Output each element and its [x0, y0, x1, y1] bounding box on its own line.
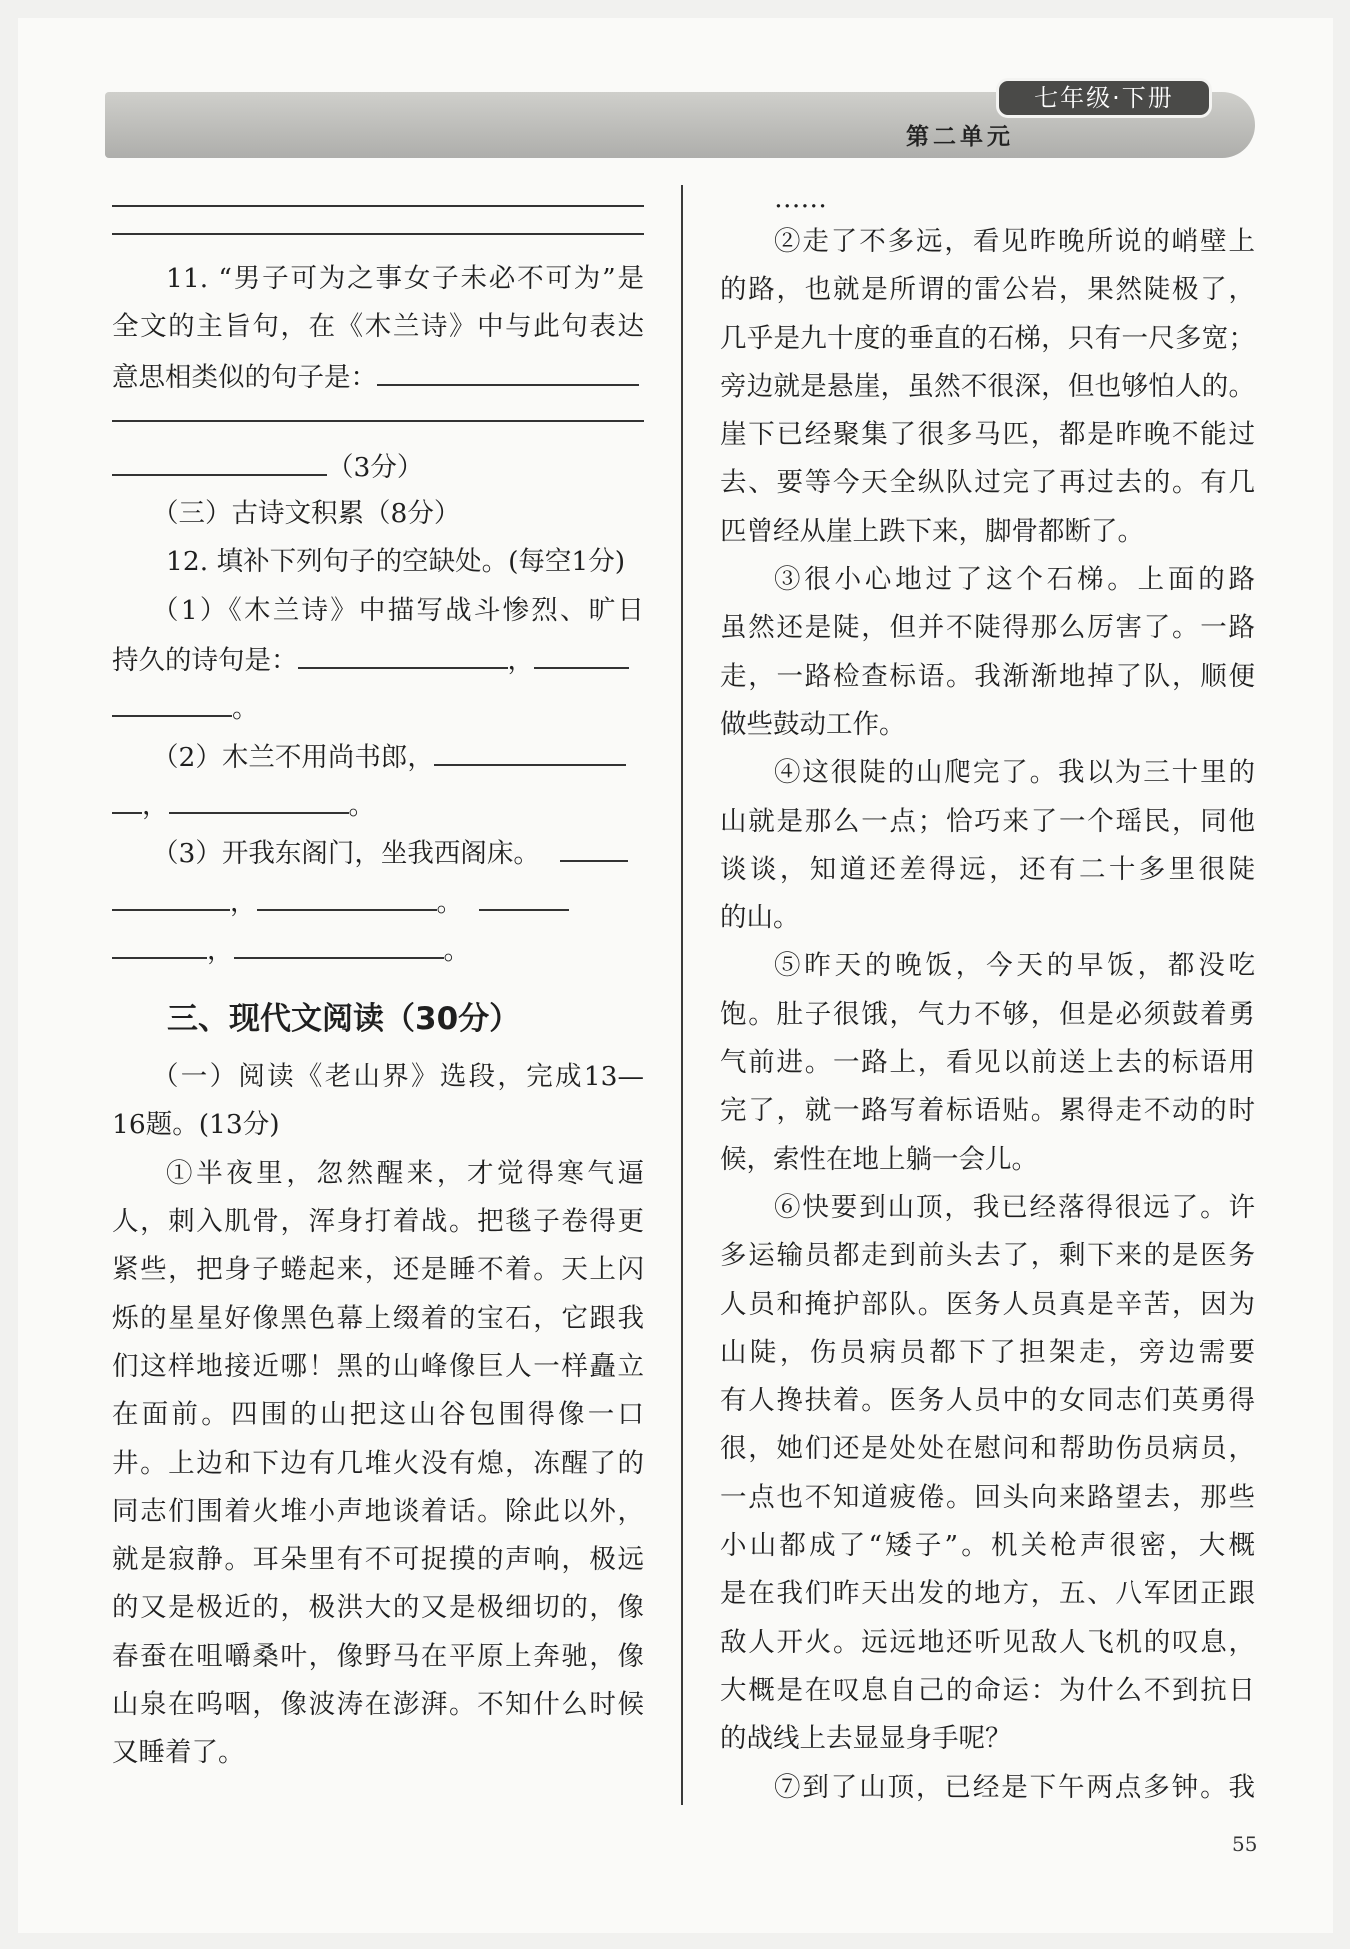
text-line: 就是寂静。耳朵里有不可捉摸的声响，极远: [112, 1544, 644, 1576]
text-line: 人员和掩护部队。医务人员真是辛苦，因为: [720, 1288, 1255, 1320]
question-11-text: 意思相类似的句子是：: [112, 361, 377, 393]
unit-label: 第二单元: [906, 124, 1014, 150]
text-line: ②走了不多远，看见昨晚所说的峭壁上: [774, 226, 1255, 257]
text-line: 的山。: [720, 902, 800, 934]
text-line: 多运输员都走到前头去了，剩下来的是医务: [720, 1240, 1255, 1272]
answer-blank[interactable]: [112, 877, 230, 911]
right-column: [720, 180, 1255, 1812]
text-line: ①半夜里，忽然醒来，才觉得寒气逼: [166, 1157, 644, 1189]
period: 。: [443, 934, 470, 966]
text-line: 是在我们昨天出发的地方，五、八军团正跟: [720, 1578, 1255, 1610]
reading-intro-line: 16题。(13分): [112, 1109, 280, 1141]
answer-blank[interactable]: [479, 877, 569, 911]
answer-blank[interactable]: [169, 780, 349, 814]
question-text: 持久的诗句是：: [112, 645, 298, 677]
text-line: 烁的星星好像黑色幕上缀着的宝石，它跟我: [112, 1302, 644, 1334]
text-line: 山就是那么一点；恰巧来了一个瑶民，同他: [720, 805, 1255, 837]
reading-intro-line: （一）阅读《老山界》选段，完成13—: [152, 1061, 644, 1093]
comma: ，: [507, 645, 534, 677]
text-line: 谈谈，知道还差得远，还有二十多里很陡: [720, 853, 1255, 885]
text-line: 敌人开火。远远地还听见敌人飞机的叹息，: [720, 1626, 1255, 1658]
period: 。: [436, 886, 463, 918]
answer-blank[interactable]: [112, 683, 232, 717]
question-11-line: [112, 442, 644, 490]
text-line: 很，她们还是处处在慰问和帮助伤员病员，: [720, 1433, 1255, 1465]
answer-blank[interactable]: [112, 780, 142, 814]
text-line: 几乎是九十度的垂直的石梯，只有一尺多宽；: [720, 322, 1255, 354]
question-12-1-line: （1）《木兰诗》中描写战斗惨烈、旷日: [152, 594, 644, 626]
section-heading: 三、现代文阅读（30分）: [167, 1001, 521, 1038]
text-line: 同志们围着火堆小声地谈着话。除此以外，: [112, 1495, 644, 1527]
grade-tag: 七年级·下册: [996, 78, 1212, 118]
answer-blank[interactable]: [377, 352, 639, 386]
question-12-3-line: [112, 925, 644, 973]
subsection-heading: （三）古诗文积累（8分）: [152, 498, 461, 530]
comma: ，: [207, 934, 234, 966]
question-11-line: [112, 352, 644, 400]
text-line: 的战线上去显显身手呢？: [720, 1723, 1012, 1755]
answer-blank[interactable]: [112, 925, 207, 959]
answer-blank[interactable]: [534, 635, 629, 669]
text-line: 的路，也就是所谓的雷公岩，果然陡极了，: [720, 274, 1255, 306]
text-line: 紧些，把身子蜷起来，还是睡不着。天上闪: [112, 1254, 644, 1286]
text-line: 完了，就一路写着标语贴。累得走不动的时: [720, 1095, 1255, 1127]
text-line: 一点也不知道疲倦。回头向来路望去，那些: [720, 1481, 1255, 1513]
answer-blank[interactable]: [257, 877, 437, 911]
question-12-2-line: [112, 780, 644, 828]
text-line: 走，一路检查标语。我渐渐地掉了队，顺便: [720, 660, 1255, 692]
right-paragraphs: [720, 218, 1255, 1812]
question-12-2-line: [112, 732, 644, 780]
comma: ，: [230, 886, 257, 918]
text-line: 小山都成了“矮子”。机关枪声很密，大概: [720, 1530, 1255, 1562]
answer-blank[interactable]: [112, 442, 327, 476]
text-line: ⑤昨天的晚饭，今天的早饭，都没吃: [774, 950, 1255, 982]
question-12: 12. 填补下列句子的空缺处。(每空1分): [166, 546, 626, 578]
text-line: ④这很陡的山爬完了。我以为三十里的: [774, 757, 1255, 789]
question-12-3-line: [112, 828, 644, 876]
text-line: 旁边就是悬崖，虽然不很深，但也够怕人的。: [720, 370, 1255, 402]
text-line: 人，刺入肌骨，浑身打着战。把毯子卷得更: [112, 1206, 644, 1238]
text-line: 们这样地接近哪！黑的山峰像巨人一样矗立: [112, 1350, 644, 1382]
period: 。: [232, 693, 259, 725]
question-12-1-line: [112, 635, 644, 683]
answer-line: [112, 205, 644, 207]
page-number: 55: [1232, 1832, 1258, 1856]
ellipsis: ……: [774, 183, 827, 214]
question-text: （3）开我东阁门，坐我西阁床。: [152, 838, 540, 870]
answer-line: [112, 233, 644, 235]
text-line: 去、要等今天全纵队过完了再过去的。有几: [720, 467, 1255, 499]
answer-blank[interactable]: [234, 925, 444, 959]
text-line: 山陡，伤员病员都下了担架走，旁边需要: [720, 1336, 1255, 1368]
text-line: 饱。肚子很饿，气力不够，但是必须鼓着勇: [720, 998, 1255, 1030]
score-label: （3分）: [327, 451, 424, 483]
text-line: 有人搀扶着。医务人员中的女同志们英勇得: [720, 1385, 1255, 1417]
text-line: 崖下已经聚集了很多马匹，都是昨晚不能过: [720, 419, 1255, 451]
question-text: （2）木兰不用尚书郎，: [152, 741, 434, 773]
text-line: 做些鼓动工作。: [720, 708, 906, 740]
question-12-1-line: [112, 683, 644, 731]
text-line: ⑦到了山顶，已经是下午两点多钟。我: [774, 1771, 1255, 1803]
text-line: ⑥快要到山顶，我已经落得很远了。许: [774, 1191, 1255, 1223]
answer-blank[interactable]: [560, 828, 628, 862]
text-line: 的又是极近的，极洪大的又是极细切的，像: [112, 1592, 644, 1624]
text-line: 井。上边和下边有几堆火没有熄，冻醒了的: [112, 1447, 644, 1479]
text-line: 山泉在呜咽，像波涛在澎湃。不知什么时候: [112, 1689, 644, 1721]
comma: ，: [142, 789, 169, 821]
text-line: 虽然还是陡，但并不陡得那么厉害了。一路: [720, 612, 1255, 644]
text-line: ③很小心地过了这个石梯。上面的路: [774, 564, 1255, 596]
text-line: 气前进。一路上，看见以前送上去的标语用: [720, 1047, 1255, 1079]
text-line: 又睡着了。: [112, 1737, 245, 1769]
answer-blank[interactable]: [434, 732, 626, 766]
text-line: 候，索性在地上躺一会儿。: [720, 1143, 1038, 1175]
question-12-3-line: [112, 877, 644, 925]
text-line: 在面前。四围的山把这山谷包围得像一口: [112, 1399, 644, 1431]
answer-line: [112, 420, 644, 422]
column-divider: [681, 185, 683, 1805]
question-11-line: 全文的主旨句，在《木兰诗》中与此句表达: [112, 311, 644, 343]
question-11-line: 11. “男子可为之事女子未必不可为”是: [166, 263, 644, 294]
period: 。: [348, 789, 375, 821]
text-line: 匹曾经从崖上跌下来，脚骨都断了。: [720, 515, 1144, 547]
paragraph-1: [112, 1150, 644, 1778]
text-line: 大概是在叹息自己的命运：为什么不到抗日: [720, 1674, 1255, 1706]
answer-blank[interactable]: [298, 635, 508, 669]
text-line: 春蚕在咀嚼桑叶，像野马在平原上奔驰，像: [112, 1640, 644, 1672]
left-column: [112, 195, 644, 1778]
